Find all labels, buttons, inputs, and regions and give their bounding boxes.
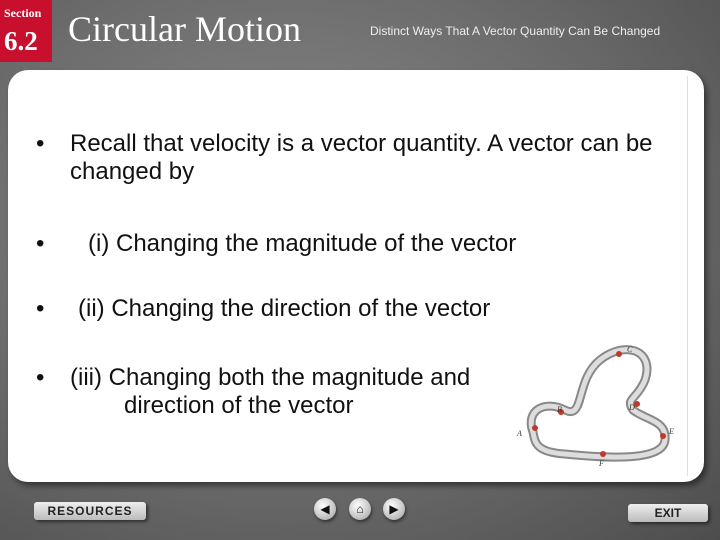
footer-bar bbox=[0, 490, 720, 540]
section-label: Section bbox=[4, 6, 42, 20]
bullet-text: Recall that velocity is a vector quantity. A vector can be changed by bbox=[70, 130, 653, 185]
resources-button[interactable]: RESOURCES bbox=[34, 502, 146, 520]
track-label-a: A bbox=[517, 429, 522, 438]
track-label-b: B bbox=[557, 405, 562, 414]
track-label-e: E bbox=[669, 427, 674, 436]
bullet-text-continued: direction of the vector bbox=[124, 392, 354, 419]
bullet-marker: • bbox=[36, 295, 45, 322]
prev-arrow-icon[interactable]: ◀ bbox=[314, 498, 336, 520]
section-badge bbox=[0, 0, 52, 62]
car-marker bbox=[634, 401, 640, 407]
track-label-d: D bbox=[629, 403, 635, 412]
next-arrow-icon[interactable]: ▶ bbox=[383, 498, 405, 520]
track-label-f: F bbox=[599, 459, 604, 468]
car-marker bbox=[600, 451, 606, 457]
page-title: Circular Motion bbox=[68, 9, 301, 49]
bullet-text: (iii) Changing both the magnitude and bbox=[70, 364, 471, 391]
track-label-c: C bbox=[627, 345, 633, 354]
section-number: 6.2 bbox=[4, 26, 38, 56]
bullet-text: (i) Changing the magnitude of the vector bbox=[88, 230, 517, 257]
bullet-text: (ii) Changing the direction of the vector bbox=[78, 295, 491, 322]
race-track-illustration bbox=[505, 340, 685, 470]
bullet-marker: • bbox=[36, 364, 45, 391]
bullet-marker: • bbox=[36, 230, 45, 257]
header bbox=[0, 0, 720, 62]
car-marker bbox=[532, 425, 538, 431]
home-icon[interactable]: ⌂ bbox=[349, 498, 371, 520]
bullet-marker: • bbox=[36, 130, 45, 157]
car-marker bbox=[616, 351, 622, 357]
exit-button[interactable]: EXIT bbox=[628, 504, 708, 522]
page-subtitle: Distinct Ways That A Vector Quantity Can Be Changed bbox=[370, 24, 661, 38]
car-marker bbox=[660, 433, 666, 439]
